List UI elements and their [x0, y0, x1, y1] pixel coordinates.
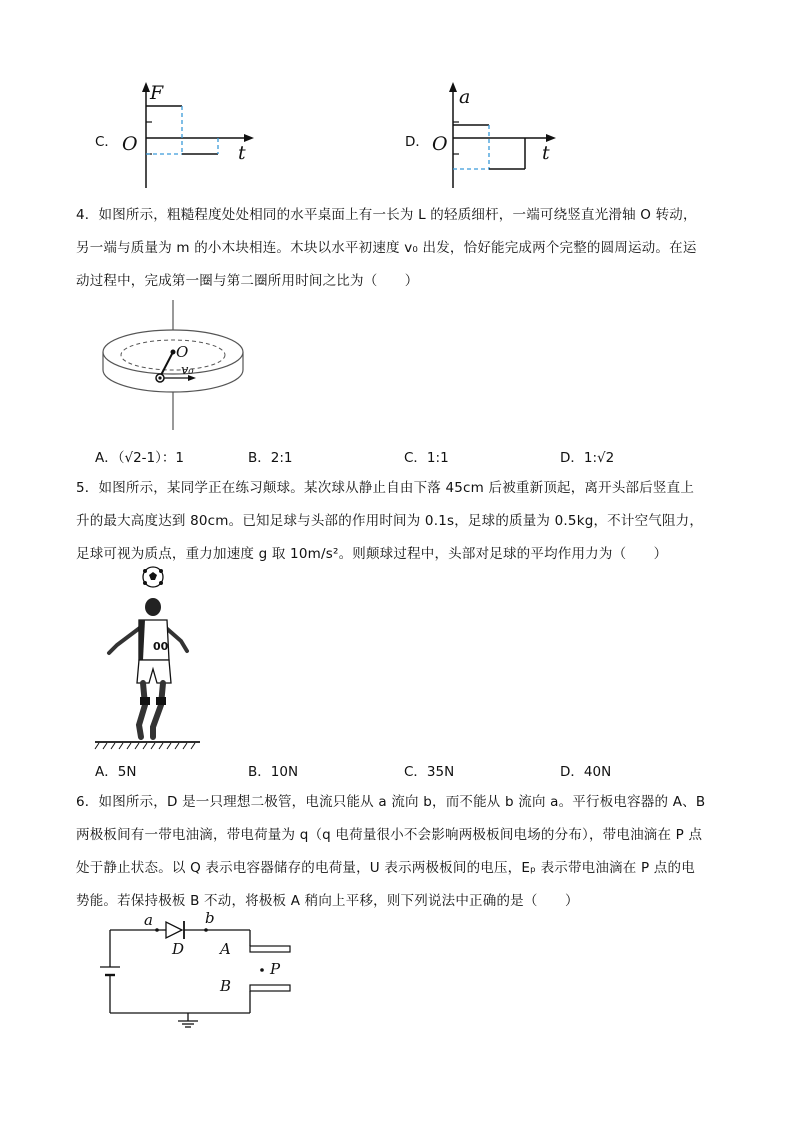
circuit-label-plate-a: A	[220, 940, 231, 958]
q4-option-a: A．（√2-1）：1	[95, 450, 184, 466]
q4-option-c: C．1:1	[404, 450, 449, 466]
graph-c-y-label: F	[150, 82, 164, 104]
circuit-label-diode: D	[172, 940, 185, 958]
q5-line-3: 足球可视为质点，重力加速度 g 取 10m/s²。则颠球过程中，头部对足球的平均作用力为（ ）	[76, 546, 668, 562]
graph-c-x-label: t	[238, 142, 246, 164]
q5-line-2: 升的最大高度达到 80cm。已知足球与头部的作用时间为 0.1s，足球的质量为 0.5kg，不计空气阻力，	[76, 513, 704, 529]
q4-center-label: O	[176, 343, 189, 361]
q6-line-3: 处于静止状态。以 Q 表示电容器储存的电荷量，U 表示两极板间的电压，Eₚ 表示带电油滴在 P 点的电	[76, 860, 695, 876]
q4-velocity-label: v₀	[181, 363, 194, 378]
question-6-text	[76, 786, 736, 918]
circuit-label-point-p: P	[270, 960, 281, 978]
q5-option-a: A．5N	[95, 764, 137, 780]
q6-line-1: 6．如图所示，D 是一只理想二极管，电流只能从 a 流向 b，而不能从 b 流向 a。平行板电容器的 A、B	[76, 794, 706, 810]
option-c-label: C．	[95, 134, 118, 150]
q4-option-b: B．2:1	[248, 450, 293, 466]
question-4-text	[76, 199, 736, 298]
q5-option-b: B．10N	[248, 764, 299, 780]
q5-option-c: C．35N	[404, 764, 455, 780]
circuit-label-b: b	[205, 909, 215, 927]
q5-heading-ball-figure	[95, 565, 205, 750]
option-d-label: D．	[405, 134, 429, 150]
q4-option-d: D．1:√2	[560, 450, 615, 466]
graph-d-y-label: a	[459, 86, 471, 108]
q4-line-3: 动过程中，完成第一圈与第二圈所用时间之比为（ ）	[76, 273, 419, 289]
graph-d-x-label: t	[542, 142, 550, 164]
graph-c-origin: O	[122, 133, 138, 155]
q4-line-2: 另一端与质量为 m 的小木块相连。木块以水平初速度 v₀ 出发，恰好能完成两个完整的圆周运动。在运	[76, 240, 697, 256]
question-5-text	[76, 472, 736, 571]
jersey-number: 00	[153, 640, 169, 653]
q4-line-1: 4．如图所示，粗糙程度处处相同的水平桌面上有一长为 L 的轻质细杆，一端可绕竖直光滑轴 O 转动，	[76, 207, 697, 223]
q4-rotating-table-figure	[100, 300, 250, 435]
q6-line-4: 势能。若保持极板 B 不动，将极板 A 稍向上平移，则下列说法中正确的是（ ）	[76, 893, 579, 909]
circuit-label-plate-b: B	[220, 977, 232, 995]
graph-d-origin: O	[432, 133, 448, 155]
q6-line-2: 两极板间有一带电油滴，带电荷量为 q（q 电荷量很小不会影响两极板间电场的分布），带电油滴在 P 点	[76, 827, 703, 843]
circuit-label-a: a	[144, 911, 153, 929]
q5-option-d: D．40N	[560, 764, 612, 780]
q5-line-1: 5．如图所示，某同学正在练习颠球。某次球从静止自由下落 45cm 后被重新顶起，离开头部后竖直上	[76, 480, 695, 496]
